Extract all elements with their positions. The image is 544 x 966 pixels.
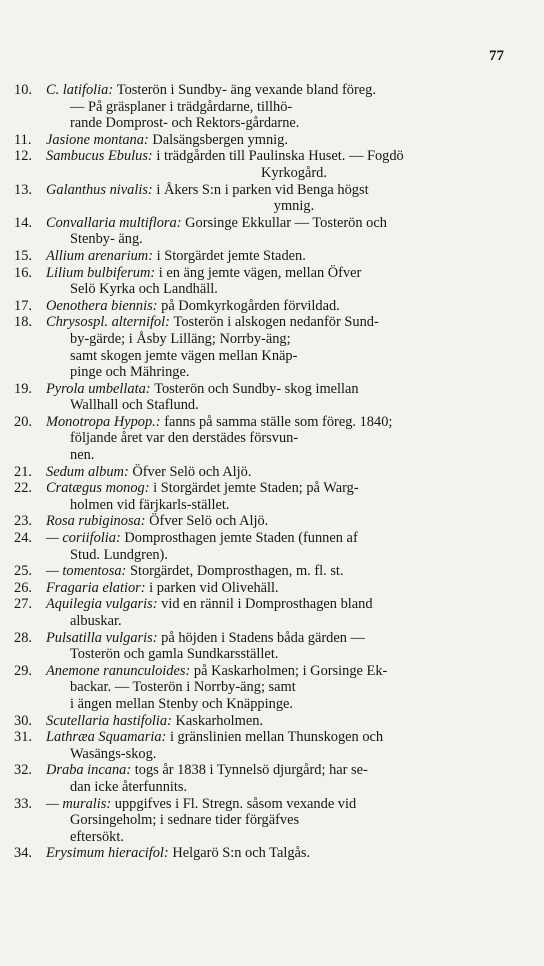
entry-body [46,381,518,414]
species-name: Fragaria elatior: [46,579,146,596]
species-name: — tomentosa: [46,563,127,580]
entry-first-line [46,513,518,530]
species-entry [14,464,518,481]
species-entry [14,596,518,629]
entry-locality: Tosterön i alskogen nedanför Sund- [173,314,379,331]
entry-locality: i Storgärdet jemte Staden; på Warg- [153,480,359,497]
species-name: Anemone ranunculoides: [46,662,191,679]
species-name: Sedum album: [46,463,129,480]
entry-first-line [46,845,518,862]
entry-number: 14. [14,214,32,231]
entry-body [46,513,518,530]
entry-first-line [46,381,518,398]
entry-continuation-line: följande året var den derstädes försvun- [70,430,299,447]
entry-locality: uppgifves i Fl. Stregn. såsom vexande vid [114,795,357,812]
entry-continuation-line: rande Domprost- och Rektors-gårdarne. [70,115,300,132]
entry-continuation-line: Stud. Lundgren). [70,546,168,563]
entry-number: 33. [14,795,32,812]
entry-number: 27. [14,596,32,613]
entry-continuation-line: Wallhall och Staflund. [70,397,199,414]
species-name: Cratægus monog: [46,480,150,497]
entry-body [46,148,518,181]
species-name: — muralis: [46,795,112,812]
entry-locality: Öfver Selö och Aljö. [132,463,252,480]
entry-number: 13. [14,181,32,198]
entry-locality: Gorsinge Ekkullar — Tosterön och [185,214,387,231]
entry-continuation-line: ymnig. [273,198,315,215]
species-entry [14,480,518,513]
entry-first-line [46,182,518,199]
entry-number: 17. [14,297,32,314]
entry-body [46,298,518,315]
entry-body [46,762,518,795]
species-entry [14,248,518,265]
species-entry [14,530,518,563]
species-entry [14,630,518,663]
species-name: Convallaria multiflora: [46,214,182,231]
entry-locality: Helgarö S:n och Talgås. [172,845,311,862]
entry-first-line [46,480,518,497]
entry-continuation-line: — På gräsplaner i trädgårdarne, tillhö- [70,98,293,115]
species-entry [14,265,518,298]
entry-continuation-line: Selö Kyrka och Landhäll. [70,281,218,298]
entry-locality: Kaskarholmen. [175,712,264,729]
entry-number: 31. [14,729,32,746]
species-name: Scutellaria hastifolia: [46,712,172,729]
entry-body [46,265,518,298]
entry-locality: Tosterön och Sundby- skog imellan [154,380,359,397]
entry-body [46,215,518,248]
entry-first-line [46,630,518,647]
entry-continuation-line: Gorsingeholm; i sednare tider förgäfves [70,812,300,829]
entry-continuation-line: pinge och Mähringe. [70,364,190,381]
entry-body [46,796,518,846]
species-name: Draba incana: [46,762,132,779]
species-entry [14,314,518,380]
entry-continuation-line: nen. [70,447,95,464]
entry-body [46,314,518,380]
entry-body [46,630,518,663]
species-name: Pulsatilla vulgaris: [46,629,158,646]
entry-body [46,580,518,597]
entry-number: 30. [14,712,32,729]
entry-number: 21. [14,463,32,480]
species-entry [14,713,518,730]
entry-locality: på Domkyrkogården förvildad. [161,297,340,314]
species-name: Sambucus Ebulus: [46,148,153,165]
species-name: Aquilegia vulgaris: [46,596,158,613]
entry-first-line [46,796,518,813]
species-name: Oenothera biennis: [46,297,158,314]
entry-continuation-line: Tosterön och gamla Sundkarsstället. [70,646,279,663]
species-entry [14,298,518,315]
entry-continuation-line: Wasängs-skog. [70,745,157,762]
entry-first-line [46,82,518,99]
entry-body [46,464,518,481]
entry-locality: vid en rännil i Domprosthagen bland [161,596,373,613]
entry-locality: Dalsängsbergen ymnig. [152,131,288,148]
entry-body [46,480,518,513]
species-name: C. latifolia: [46,82,114,98]
entry-body [46,530,518,563]
species-name: Allium arenarium: [46,247,153,264]
species-list [14,82,518,862]
species-entry [14,82,518,132]
species-name: Pyrola umbellata: [46,380,151,397]
entry-first-line [46,248,518,265]
entry-first-line [46,580,518,597]
entry-first-line [46,414,518,431]
species-entry [14,762,518,795]
species-entry [14,663,518,713]
entry-continuation-line: by-gärde; i Åsby Lilläng; Norrby-äng; [70,330,291,347]
entry-first-line [46,663,518,680]
entry-locality: fanns på samma ställe som föreg. 1840; [164,413,393,430]
entry-continuation-line: dan icke återfunnits. [70,778,188,795]
entry-first-line [46,265,518,282]
entry-number: 18. [14,314,32,331]
entry-number: 25. [14,563,32,580]
entry-body [46,729,518,762]
species-entry [14,796,518,846]
species-name: Rosa rubiginosa: [46,513,146,530]
entry-number: 23. [14,513,32,530]
entry-locality: Öfver Selö och Aljö. [149,513,269,530]
entry-body [46,845,518,862]
entry-locality: Domprosthagen jemte Staden (funnen af [124,530,358,547]
species-entry [14,580,518,597]
species-name: Monotropa Hypop.: [46,413,161,430]
entry-locality: i en äng jemte vägen, mellan Öfver [158,264,362,281]
entry-first-line [46,729,518,746]
entry-first-line [46,596,518,613]
species-name: Jasione montana: [46,131,149,148]
entry-number: 34. [14,845,32,862]
entry-locality: i trädgården till Paulinska Huset. — Fogdö [156,148,404,165]
entry-continuation-line: samt skogen jemte vägen mellan Knäp- [70,347,298,364]
entry-continuation-line: holmen vid färjkarls-stället. [70,496,230,513]
species-entry [14,414,518,464]
entry-number: 12. [14,148,32,165]
entry-first-line [46,530,518,547]
species-entry [14,132,518,149]
entry-continuation-line: eftersökt. [70,828,124,845]
species-entry [14,729,518,762]
entry-first-line [46,464,518,481]
entry-body [46,713,518,730]
entry-number: 16. [14,264,32,281]
entry-body [46,132,518,149]
entry-number: 20. [14,413,32,430]
entry-first-line [46,132,518,149]
entry-first-line [46,148,518,165]
entry-number: 29. [14,662,32,679]
entry-number: 15. [14,247,32,264]
species-entry [14,381,518,414]
entry-locality: Storgärdet, Domprosthagen, m. fl. st. [129,563,344,580]
entry-locality: Tosterön i Sundby- äng vexande bland föreg. [116,82,376,98]
entry-number: 26. [14,579,32,596]
species-name: — coriifolia: [46,530,121,547]
entry-continuation-line: i ängen mellan Stenby och Knäppinge. [70,695,293,712]
page-number: 77 [489,48,504,64]
entry-first-line [46,298,518,315]
entry-first-line [46,215,518,232]
species-entry [14,845,518,862]
entry-number: 11. [14,131,32,148]
entry-body [46,82,518,132]
entry-locality: på Kaskarholmen; i Gorsinge Ek- [193,662,388,679]
entry-body [46,182,518,215]
entry-first-line [46,314,518,331]
entry-number: 32. [14,762,32,779]
entry-body [46,248,518,265]
entry-continuation-line: Stenby- äng. [70,231,143,248]
entry-number: 22. [14,480,32,497]
entry-locality: i Åkers S:n i parken vid Benga högst [156,181,369,198]
species-name: Erysimum hieracifol: [46,845,169,862]
entry-locality: togs år 1838 i Tynnelsö djurgård; har se- [134,762,368,779]
species-entry [14,148,518,181]
entry-body [46,596,518,629]
species-entry [14,215,518,248]
species-name: Lilium bulbiferum: [46,264,156,281]
entry-locality: i Storgärdet jemte Staden. [156,247,306,264]
entry-continuation-line: albuskar. [70,613,122,629]
entry-number: 24. [14,530,32,547]
entry-body [46,663,518,713]
entry-continuation-line: backar. — Tosterön i Norrby-äng; samt [70,679,296,696]
entry-locality: i parken vid Olivehäll. [149,579,279,596]
entry-locality: på höjden i Stadens båda gärden — [161,629,365,646]
entry-body [46,414,518,464]
species-entry [14,182,518,215]
species-name: Chrysospl. alternifol: [46,314,170,331]
entry-number: 19. [14,380,32,397]
entry-first-line [46,762,518,779]
entry-number: 28. [14,629,32,646]
species-name: Lathræa Squamaria: [46,729,167,746]
entry-number: 10. [14,82,32,98]
species-entry [14,513,518,530]
entry-first-line [46,563,518,580]
entry-first-line [46,713,518,730]
entry-continuation-line: Kyrkogård. [261,164,327,181]
species-name: Galanthus nivalis: [46,181,153,198]
species-entry [14,563,518,580]
entry-locality: i gränslinien mellan Thunskogen och [169,729,384,746]
entry-body [46,563,518,580]
